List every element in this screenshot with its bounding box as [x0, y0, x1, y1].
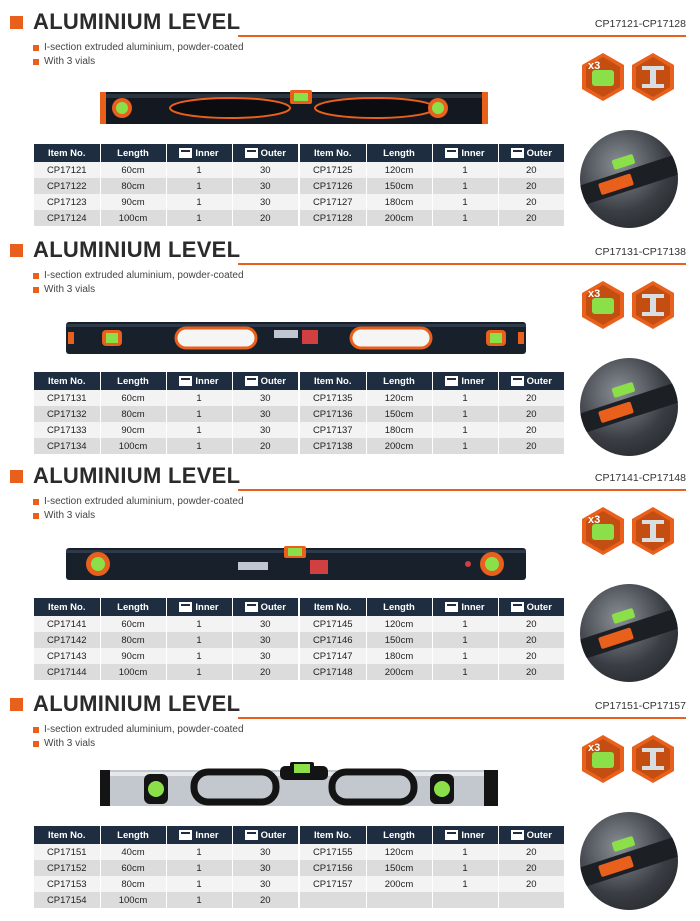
table-row: CP17146 150cm 1 20 [300, 632, 564, 648]
table-header: Length [100, 826, 166, 844]
three-vials-icon [580, 506, 626, 561]
table-header: Item No. [300, 826, 366, 844]
bullet-icon [33, 741, 39, 747]
table-row: CP17148 200cm 1 20 [300, 664, 564, 680]
bullet-icon [33, 287, 39, 293]
vial-closeup-image [580, 358, 678, 456]
section-title: ALUMINIUM LEVEL [33, 463, 241, 488]
inner-box-icon [445, 602, 458, 612]
table-header: Inner [166, 144, 232, 162]
table-header: Length [366, 826, 432, 844]
outer-box-icon [511, 148, 524, 158]
table-header: Item No. [300, 144, 366, 162]
table-header: Inner [166, 826, 232, 844]
inner-box-icon [179, 602, 192, 612]
feature-item: I-section extruded aluminium, powder-coated [33, 42, 244, 53]
table-row: CP17126 150cm 1 20 [300, 178, 564, 194]
table-header: Inner [432, 144, 498, 162]
feature-item: I-section extruded aluminium, powder-coated [33, 496, 244, 507]
vial-closeup-image [580, 812, 678, 910]
section-marker [10, 698, 23, 711]
table-header: Item No. [300, 598, 366, 616]
title-rule [238, 263, 686, 265]
table-row: CP17151 40cm 1 30 [34, 844, 298, 860]
title-rule [238, 35, 686, 37]
table-header: Length [366, 144, 432, 162]
section-marker [10, 244, 23, 257]
product-code-range: CP17141-CP17148 [594, 472, 686, 484]
table-row: CP17133 90cm 1 30 [34, 422, 298, 438]
table-header: Outer [232, 826, 298, 844]
table-row: CP17142 80cm 1 30 [34, 632, 298, 648]
i-section-profile-icon [630, 52, 676, 107]
table-row: CP17137 180cm 1 20 [300, 422, 564, 438]
spec-table-left [34, 598, 298, 680]
section-title: ALUMINIUM LEVEL [33, 237, 241, 262]
vials-badge-text: x3 [588, 288, 601, 300]
i-section-profile-icon [630, 734, 676, 789]
table-header: Outer [498, 598, 564, 616]
inner-box-icon [179, 148, 192, 158]
table-row: CP17121 60cm 1 30 [34, 162, 298, 178]
table-header: Outer [232, 598, 298, 616]
inner-box-icon [445, 830, 458, 840]
table-row: CP17144 100cm 1 20 [34, 664, 298, 680]
table-row: CP17125 120cm 1 20 [300, 162, 564, 178]
level-product-image [66, 318, 526, 363]
spec-table-left [34, 826, 298, 908]
level-product-image [100, 760, 498, 821]
feature-item: With 3 vials [33, 56, 95, 67]
table-header: Item No. [34, 826, 100, 844]
table-row: CP17132 80cm 1 30 [34, 406, 298, 422]
level-product-image [66, 544, 526, 589]
bullet-icon [33, 59, 39, 65]
table-header: Length [366, 372, 432, 390]
bullet-icon [33, 45, 39, 51]
three-vials-icon [580, 52, 626, 107]
feature-item: I-section extruded aluminium, powder-coated [33, 724, 244, 735]
section-title: ALUMINIUM LEVEL [33, 9, 241, 34]
title-rule [238, 717, 686, 719]
table-header: Length [100, 144, 166, 162]
table-row: CP17156 150cm 1 20 [300, 860, 564, 876]
table-header: Length [366, 598, 432, 616]
section-marker [10, 470, 23, 483]
feature-item: I-section extruded aluminium, powder-coated [33, 270, 244, 281]
table-row: CP17136 150cm 1 20 [300, 406, 564, 422]
table-header: Item No. [34, 598, 100, 616]
table-row: CP17154 100cm 1 20 [34, 892, 298, 908]
vials-badge-text: x3 [588, 742, 601, 754]
table-row: CP17123 90cm 1 30 [34, 194, 298, 210]
table-row: CP17134 100cm 1 20 [34, 438, 298, 454]
table-header: Length [100, 372, 166, 390]
table-header: Inner [166, 598, 232, 616]
feature-item: With 3 vials [33, 738, 95, 749]
i-section-profile-icon [630, 280, 676, 335]
three-vials-icon [580, 734, 626, 789]
product-code-range: CP17151-CP17157 [594, 700, 686, 712]
bullet-icon [33, 499, 39, 505]
outer-box-icon [245, 602, 258, 612]
outer-box-icon [511, 376, 524, 386]
outer-box-icon [245, 148, 258, 158]
title-rule [238, 489, 686, 491]
table-header: Inner [432, 598, 498, 616]
table-header: Outer [498, 372, 564, 390]
table-row: CP17153 80cm 1 30 [34, 876, 298, 892]
table-header: Outer [498, 144, 564, 162]
vial-closeup-image [580, 130, 678, 228]
table-row: CP17138 200cm 1 20 [300, 438, 564, 454]
table-row: CP17122 80cm 1 30 [34, 178, 298, 194]
section-marker [10, 16, 23, 29]
table-header: Outer [498, 826, 564, 844]
table-row: CP17145 120cm 1 20 [300, 616, 564, 632]
feature-item: With 3 vials [33, 510, 95, 521]
table-row: CP17157 200cm 1 20 [300, 876, 564, 892]
spec-table-right [300, 598, 564, 680]
table-header: Item No. [34, 144, 100, 162]
table-row: CP17135 120cm 1 20 [300, 390, 564, 406]
inner-box-icon [445, 376, 458, 386]
table-row: CP17143 90cm 1 30 [34, 648, 298, 664]
feature-item: With 3 vials [33, 284, 95, 295]
table-row: CP17152 60cm 1 30 [34, 860, 298, 876]
table-header: Item No. [300, 372, 366, 390]
product-code-range: CP17131-CP17138 [594, 246, 686, 258]
product-section [0, 682, 700, 912]
table-header: Outer [232, 372, 298, 390]
bullet-icon [33, 273, 39, 279]
table-row: CP17124 100cm 1 20 [34, 210, 298, 226]
table-row: CP17128 200cm 1 20 [300, 210, 564, 226]
bullet-icon [33, 513, 39, 519]
outer-box-icon [511, 830, 524, 840]
spec-table-right [300, 826, 564, 908]
spec-table-left [34, 144, 298, 226]
spec-table-right [300, 372, 564, 454]
vials-badge-text: x3 [588, 514, 601, 526]
table-header: Length [100, 598, 166, 616]
spec-table-left [34, 372, 298, 454]
table-row: CP17155 120cm 1 20 [300, 844, 564, 860]
table-row [300, 892, 564, 908]
vials-badge-text: x3 [588, 60, 601, 72]
product-section [0, 0, 700, 230]
outer-box-icon [245, 376, 258, 386]
table-header: Outer [232, 144, 298, 162]
outer-box-icon [245, 830, 258, 840]
table-row: CP17127 180cm 1 20 [300, 194, 564, 210]
product-code-range: CP17121-CP17128 [594, 18, 686, 30]
inner-box-icon [445, 148, 458, 158]
table-header: Item No. [34, 372, 100, 390]
table-row: CP17141 60cm 1 30 [34, 616, 298, 632]
outer-box-icon [511, 602, 524, 612]
table-row: CP17131 60cm 1 30 [34, 390, 298, 406]
three-vials-icon [580, 280, 626, 335]
level-product-image [100, 88, 488, 133]
spec-table-right [300, 144, 564, 226]
table-header: Inner [432, 372, 498, 390]
table-header: Inner [432, 826, 498, 844]
inner-box-icon [179, 376, 192, 386]
section-title: ALUMINIUM LEVEL [33, 691, 241, 716]
table-header: Inner [166, 372, 232, 390]
product-section [0, 454, 700, 684]
vial-closeup-image [580, 584, 678, 682]
product-section [0, 228, 700, 458]
i-section-profile-icon [630, 506, 676, 561]
inner-box-icon [179, 830, 192, 840]
table-row: CP17147 180cm 1 20 [300, 648, 564, 664]
bullet-icon [33, 727, 39, 733]
